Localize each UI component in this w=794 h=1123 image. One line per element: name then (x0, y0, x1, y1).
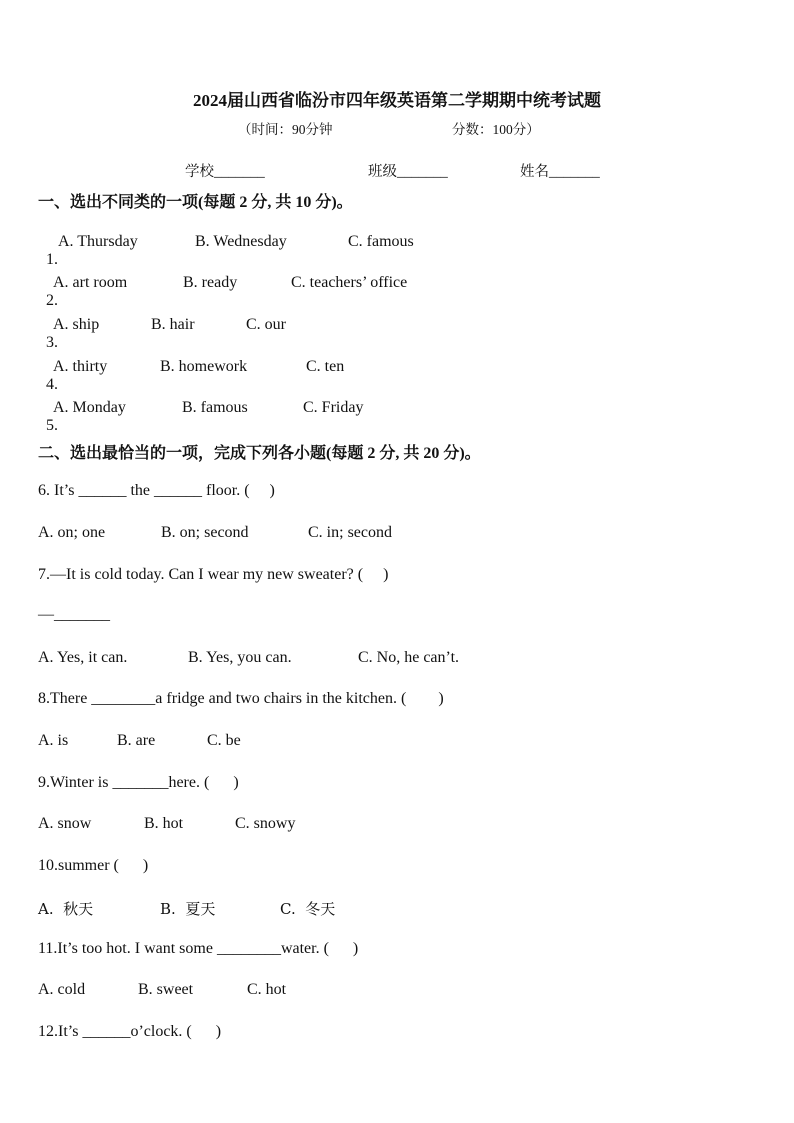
section-2-heading: 二、选出最恰当的一项，完成下列各小题(每题 2 分, 共 20 分)。 (38, 445, 481, 462)
exam-time: （时间：90分钟 (238, 122, 333, 137)
option-b: B. sweet (138, 981, 194, 998)
option-b: B. hair (151, 316, 195, 333)
name-field: 姓名_______ (520, 164, 600, 180)
option-b: B. famous (182, 399, 248, 416)
option-b: B. 夏天 (160, 900, 216, 918)
question-7-stem: 7.—It is cold today. Can I wear my new sweater? ( ) (38, 566, 389, 583)
option-a: A. Yes, it can. (38, 649, 128, 666)
option-c: C. in; second (308, 524, 392, 541)
option-b: B. are (117, 732, 156, 749)
option-a: A. cold (38, 981, 86, 998)
option-c: C. ten (306, 358, 345, 375)
question-number: 3. (46, 334, 58, 351)
option-b: B. on; second (161, 524, 249, 541)
option-c: C. our (246, 316, 286, 333)
option-b: B. homework (160, 358, 248, 375)
option-a: A. Monday (53, 399, 126, 416)
class-field: 班级_______ (368, 164, 448, 180)
option-c: C. hot (247, 981, 287, 998)
question-8-stem: 8.There ________a fridge and two chairs in the kitchen. ( ) (38, 690, 444, 707)
section-1-heading: 一、选出不同类的一项(每题 2 分, 共 10 分)。 (38, 194, 353, 211)
option-a: A. is (38, 732, 69, 749)
question-number: 2. (46, 292, 58, 309)
option-a: A. on; one (38, 524, 106, 541)
exam-score: 分数：100分） (452, 122, 540, 137)
option-c: C. 冬天 (280, 900, 336, 918)
option-a: A. art room (53, 274, 128, 291)
question-6-stem: 6. It’s ______ the ______ floor. ( ) (38, 482, 275, 499)
question-number: 4. (46, 376, 58, 393)
option-b: B. ready (183, 274, 238, 291)
school-field: 学校_______ (185, 164, 265, 180)
option-b: B. Yes, you can. (188, 649, 292, 666)
question-number: 5. (46, 417, 58, 434)
option-b: B. Wednesday (195, 233, 287, 250)
question-12-stem: 12.It’s ______o’clock. ( ) (38, 1023, 222, 1040)
option-c: C. Friday (303, 399, 364, 416)
option-a: A. Thursday (58, 233, 138, 250)
page-title: 2024届山西省临汾市四年级英语第二学期期中统考试题 (193, 91, 601, 110)
option-a: A. thirty (53, 358, 108, 375)
option-c: C. snowy (235, 815, 296, 832)
option-a: A. snow (38, 815, 92, 832)
question-11-stem: 11.It’s too hot. I want some ________water. ( ) (38, 940, 359, 957)
question-10-stem: 10.summer ( ) (38, 857, 149, 874)
question-9-stem: 9.Winter is _______here. ( ) (38, 774, 239, 791)
option-c: C. famous (348, 233, 414, 250)
question-1 (38, 233, 58, 269)
option-c: C. No, he can’t. (358, 649, 460, 666)
question-7-reply: —_______ (38, 606, 110, 623)
option-a: A. 秋天 (38, 900, 94, 918)
option-a: A. ship (53, 316, 100, 333)
option-c: C. teachers’ office (291, 274, 408, 291)
option-b: B. hot (144, 815, 184, 832)
question-number: 1. (46, 251, 58, 268)
option-c: C. be (207, 732, 241, 749)
